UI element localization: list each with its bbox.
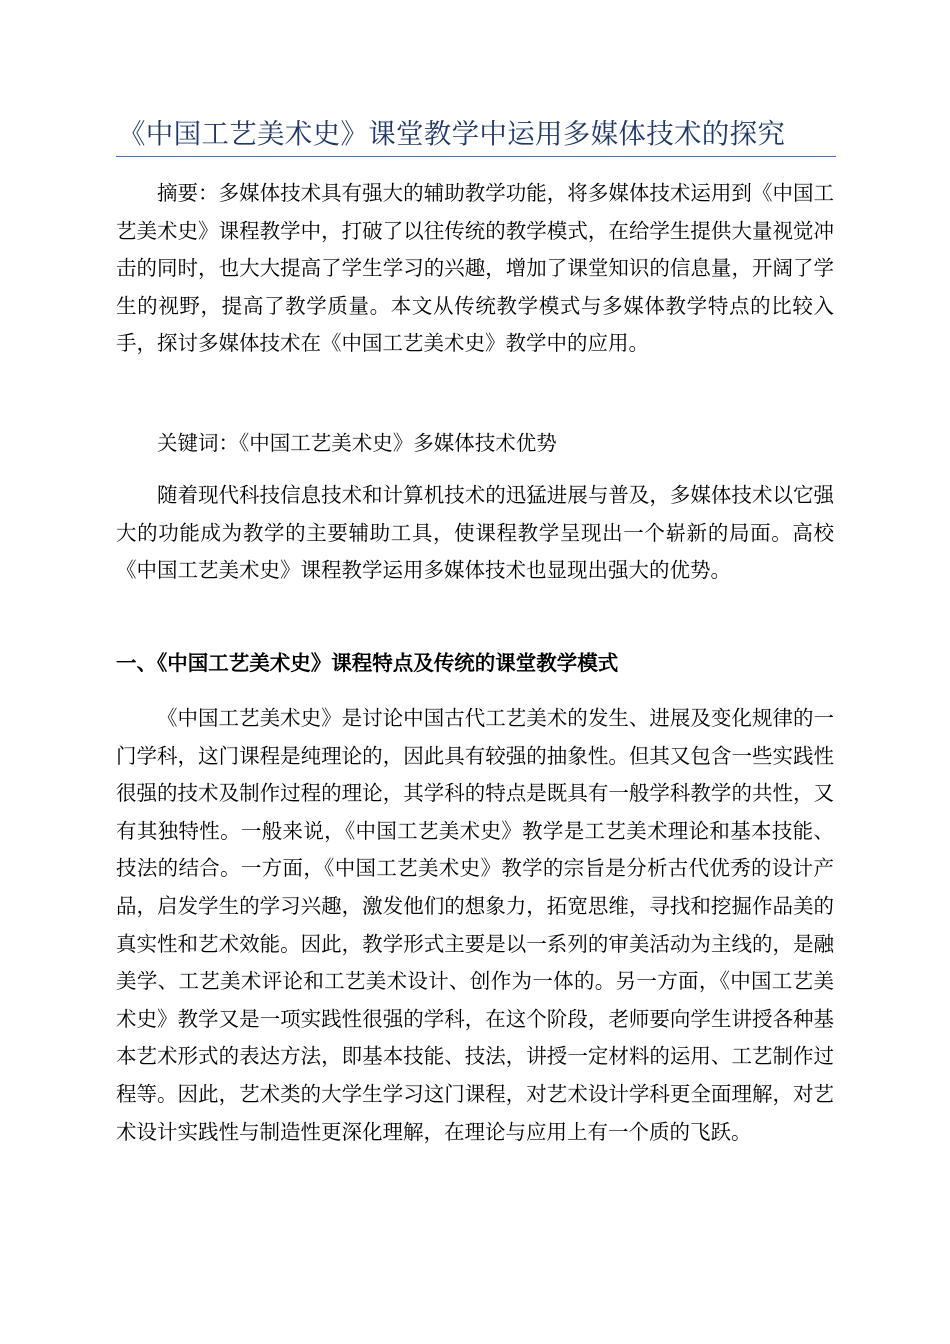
section-heading: 一、《中国工艺美术史》课程特点及传统的课堂教学模式: [116, 651, 619, 675]
keywords-paragraph: 关键词：《中国工艺美术史》多媒体技术优势: [157, 431, 557, 455]
abstract-paragraph: 摘要：多媒体技术具有强大的辅助教学功能，将多媒体技术运用到《中国工艺美术史》课程教学中，打破了以往传统的教学模式，在给学生提供大量视觉冲击的同时，也大大提高了学生学习的兴趣，增加了课堂知识的信息量，开阔了学生的视野，提高了教学质量。本文从传统教学模式与多媒体教学特点的比较入手，探讨多媒体技术在《中国工艺美术史》教学中的应用。: [116, 181, 834, 356]
title-underline: [116, 156, 836, 157]
intro-paragraph: 随着现代科技信息技术和计算机技术的迅猛进展与普及，多媒体技术以它强大的功能成为教学的主要辅助工具，使课程教学呈现出一个崭新的局面。高校《中国工艺美术史》课程教学运用多媒体技术也显现出强大的优势。: [116, 483, 834, 583]
section-paragraph: 《中国工艺美术史》是讨论中国古代工艺美术的发生、进展及变化规律的一门学科，这门课程是纯理论的，因此具有较强的抽象性。但其又包含一些实践性很强的技术及制作过程的理论，其学科的特点是既具有一般学科教学的共性，又有其独特性。一般来说，《中国工艺美术史》教学是工艺美术理论和基本技能、技法的结合。一方面，《中国工艺美术史》教学的宗旨是分析古代优秀的设计产品，启发学生的学习兴趣，激发他们的想象力，拓宽思维，寻找和挖掘作品美的真实性和艺术效能。因此，教学形式主要是以一系列的审美活动为主线的，是融美学、工艺美术评论和工艺美术设计、创作为一体的。另一方面，《中国工艺美术史》教学又是一项实践性很强的学科，在这个阶段，老师要向学生讲授各种基本艺术形式的表达方法，即基本技能、技法，讲授一定材料的运用、工艺制作过程等。因此，艺术类的大学生学习这门课程，对艺术设计学科更全面理解，对艺术设计实践性与制造性更深化理解，在理论与应用上有一个质的飞跃。: [116, 706, 834, 1144]
document-title: 《中国工艺美术史》课堂教学中运用多媒体技术的探究: [118, 118, 786, 150]
